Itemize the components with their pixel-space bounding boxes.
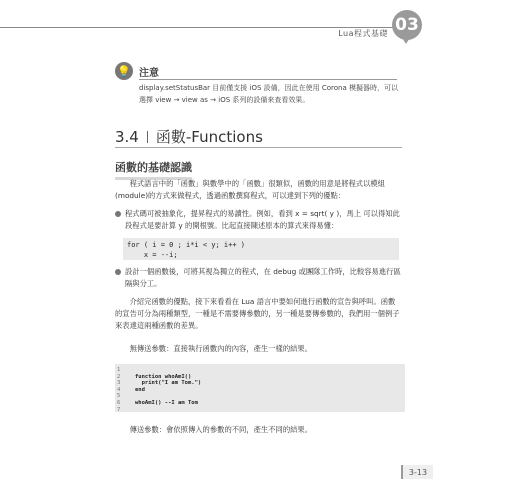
code-line: x = --i; bbox=[127, 251, 178, 259]
line-number: 7 bbox=[117, 406, 121, 413]
functions-intro-paragraph: 介紹完函數的優點，接下來看看在 Lua 語言中要如何進行函數的宣告與呼叫。函數的宣告可分為兩種類型，一種是不需要傳參數的，另一種是要傳參數的，我們用一個例子來表達這兩種函數的差異。 bbox=[115, 297, 400, 330]
with-param-description: 傳送參數：會依照傳入的參數的不同，產生不同的結果。 bbox=[129, 425, 313, 434]
code-snippet bbox=[123, 238, 399, 260]
bullet-text: 設計一個函數後，可將其視為獨立的程式，在 debug 或團隊工作時，比較容易進行區隔與分工。 bbox=[125, 267, 401, 288]
bullet-modularity bbox=[115, 266, 405, 290]
line-number: 2 bbox=[117, 373, 121, 380]
line-number: 1 bbox=[117, 367, 121, 373]
code-row bbox=[115, 407, 405, 414]
section-rule bbox=[115, 147, 402, 148]
line-number: 4 bbox=[117, 386, 121, 393]
code-text: print("I am Tom.") bbox=[135, 380, 202, 387]
code-row bbox=[115, 393, 405, 400]
code-listing bbox=[115, 364, 405, 412]
subheading: 函數的基礎認識 bbox=[115, 159, 192, 180]
note-divider bbox=[139, 79, 397, 80]
code-row bbox=[115, 367, 405, 374]
intro-paragraph: 程式語言中的「函數」與數學中的「函數」很類似，函數的用意是將程式以模組(module)的方式來做程式，透過函數撰寫程式，可以達到下列的優點： bbox=[115, 179, 385, 200]
line-number: 3 bbox=[117, 380, 121, 387]
code-row bbox=[115, 387, 405, 394]
code-row bbox=[115, 380, 405, 387]
bullet-icon bbox=[115, 211, 121, 217]
bullet-text: 程式碼可被抽象化，提昇程式的易讀性。例如，看到 x = sqrt( y )，馬上 可以得知此段程式是要計算 y 的開根號。比起直接陳述原本的算式來得易懂： bbox=[125, 209, 400, 230]
chapter-number-badge: 03 bbox=[392, 10, 422, 40]
note-label: 注意 bbox=[139, 68, 159, 79]
note-text: display.setStatusBar 目前僅支援 iOS 設備，因此在使用 Corona 模擬器時，可以選擇 view → view as → iOS 系列的設備來查看效果。 bbox=[139, 84, 398, 104]
bullet-icon bbox=[115, 269, 121, 275]
lightbulb-icon: 💡 bbox=[115, 62, 133, 80]
line-number: 6 bbox=[117, 399, 121, 406]
code-text: end bbox=[135, 386, 145, 393]
chapter-header bbox=[0, 0, 520, 48]
no-param-description: 無傳送參數：直接執行函數內的內容，產生一樣的結果。 bbox=[129, 344, 313, 353]
code-text: whoAmI() --I am Tom bbox=[135, 399, 198, 406]
section-title: 函數-Functions bbox=[155, 128, 263, 146]
note-box bbox=[115, 62, 400, 108]
section-separator bbox=[147, 131, 148, 143]
code-row bbox=[115, 374, 405, 381]
chapter-title: Lua程式基礎 bbox=[338, 29, 388, 38]
bullet-abstraction bbox=[115, 208, 405, 232]
code-row bbox=[115, 400, 405, 407]
line-number: 5 bbox=[117, 393, 121, 400]
section-number: 3.4 bbox=[115, 128, 139, 146]
code-text: function whoAmI() bbox=[135, 373, 192, 380]
section-heading bbox=[115, 126, 263, 147]
page-number: 3-13 bbox=[401, 465, 433, 479]
code-line: for ( i = 0 ; i*i < y; i++ ) bbox=[127, 241, 246, 249]
header-rule bbox=[0, 27, 395, 28]
